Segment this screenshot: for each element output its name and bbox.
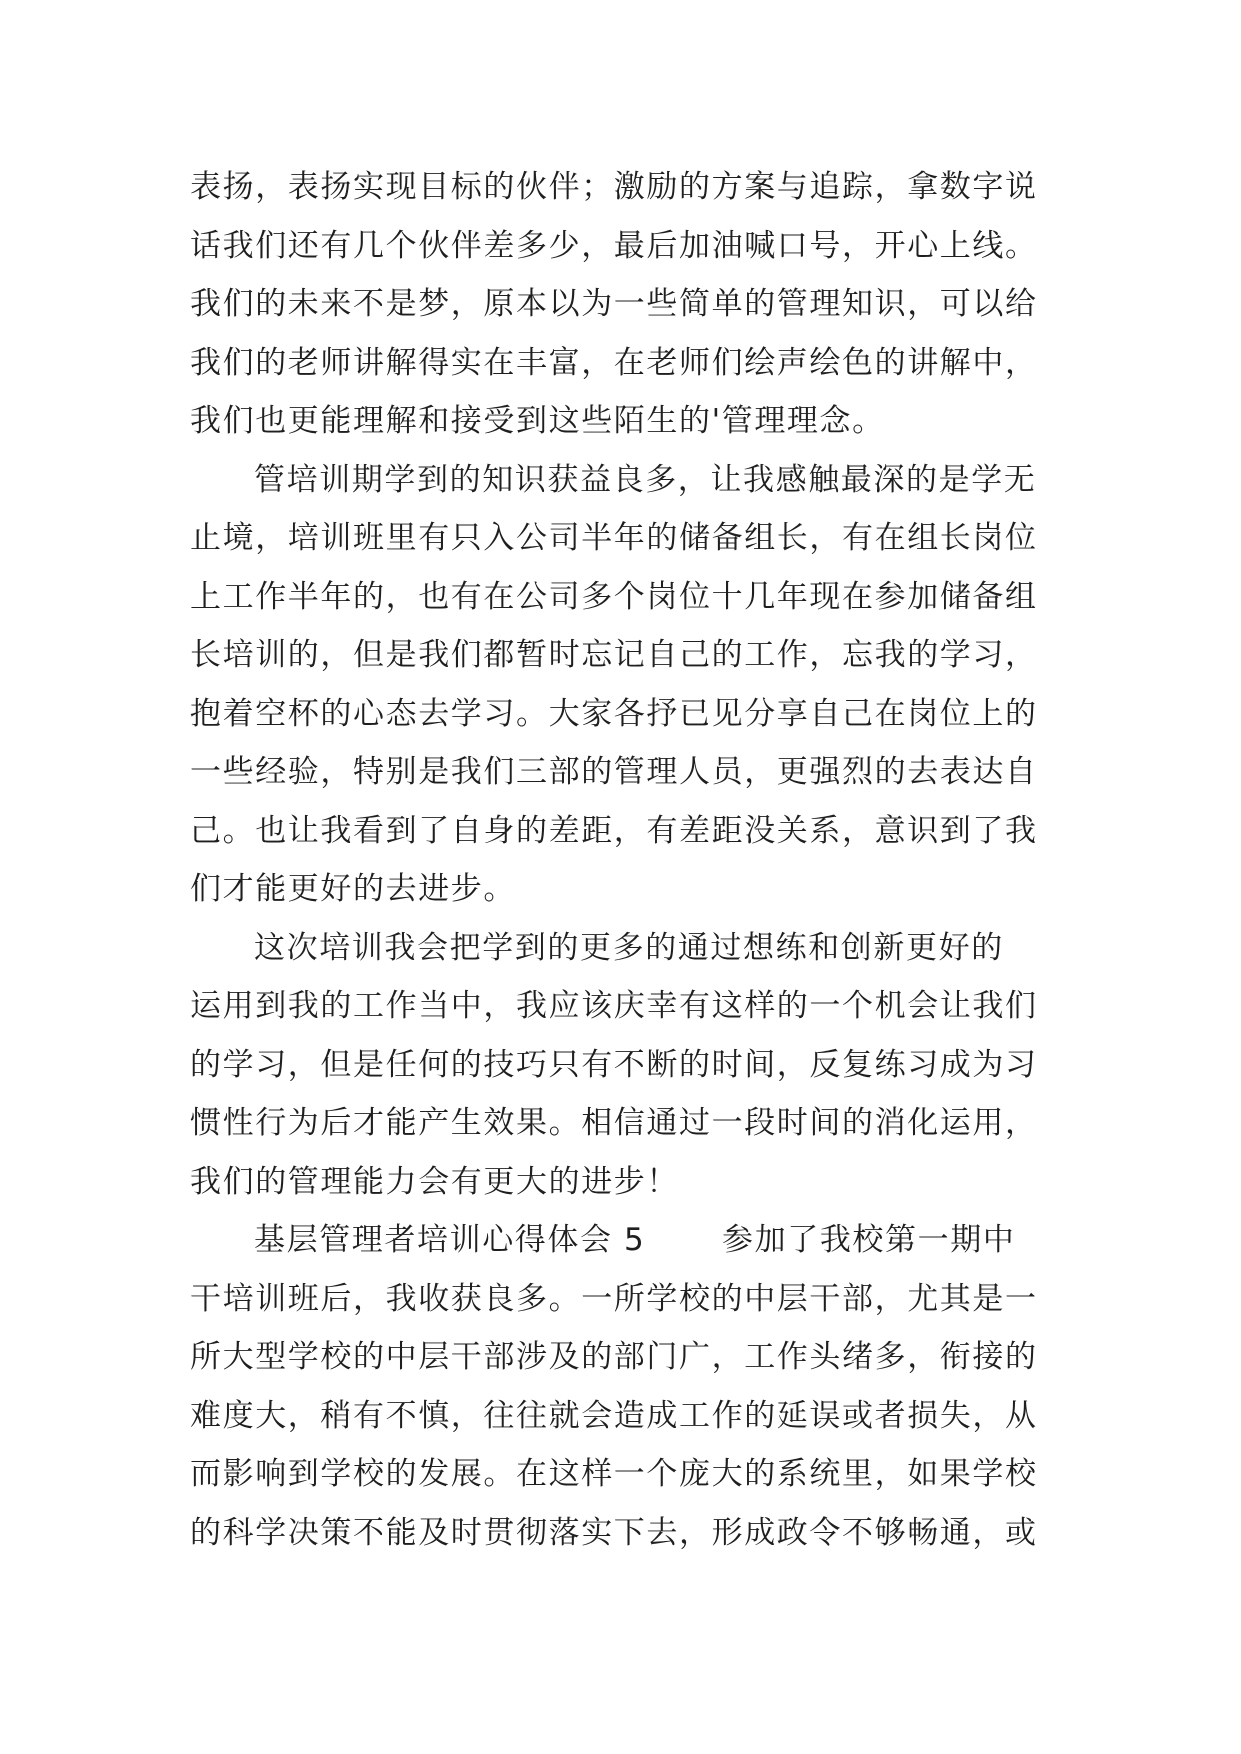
text-line: 一些经验，特别是我们三部的管理人员，更强烈的去表达自 [190, 754, 1038, 790]
text-line: 难度大，稍有不慎，往往就会造成工作的延误或者损失，从 [190, 1397, 1038, 1434]
text-line: 们才能更好的去进步。 [190, 871, 516, 907]
text-line: 止境，培训班里有只入公司半年的储备组长，有在组长岗位 [190, 520, 1038, 556]
text-line: 上工作半年的，也有在公司多个岗位十几年现在参加储备组 [190, 578, 1038, 615]
text-line: 表扬，表扬实现目标的伙伴；激励的方案与追踪，拿数字说 [190, 169, 1038, 205]
paragraph-first-line: 这次培训我会把学到的更多的通过想练和创新更好的 [254, 929, 1004, 966]
paragraph-first-line: 基层管理者培训心得体会 5 参加了我校第一期中 [254, 1222, 1016, 1258]
text-line: 惯性行为后才能产生效果。相信通过一段时间的消化运用， [190, 1105, 1038, 1141]
text-line: 话我们还有几个伙伴差多少，最后加油喊口号，开心上线。 [190, 227, 1038, 264]
text-line: 的学习，但是任何的技巧只有不断的时间，反复练习成为习 [190, 1046, 1038, 1083]
document-body [190, 158, 1060, 1562]
text-line: 所大型学校的中层干部涉及的部门广，工作头绪多，衔接的 [190, 1339, 1038, 1375]
text-line: 运用到我的工作当中，我应该庆幸有这样的一个机会让我们 [190, 988, 1038, 1024]
text-line: 抱着空杯的心态去学习。大家各抒已见分享自己在岗位上的 [190, 695, 1038, 732]
text-line: 长培训的，但是我们都暂时忘记自己的工作，忘我的学习， [190, 637, 1038, 673]
text-line: 我们也更能理解和接受到这些陌生的'管理理念。 [190, 403, 885, 439]
text-line: 我们的老师讲解得实在丰富，在老师们绘声绘色的讲解中， [190, 344, 1038, 381]
text-line: 的科学决策不能及时贯彻落实下去，形成政令不够畅通，或 [190, 1514, 1038, 1551]
paragraph-first-line: 管培训期学到的知识获益良多，让我感触最深的是学无 [254, 461, 1037, 498]
text-line: 我们的管理能力会有更大的进步！ [190, 1163, 679, 1200]
text-line: 干培训班后，我收获良多。一所学校的中层干部，尤其是一 [190, 1280, 1038, 1317]
text-line: 而影响到学校的发展。在这样一个庞大的系统里，如果学校 [190, 1456, 1038, 1492]
text-line: 己。也让我看到了自身的差距，有差距没关系，意识到了我 [190, 812, 1038, 849]
text-line: 我们的未来不是梦，原本以为一些简单的管理知识，可以给 [190, 286, 1038, 322]
